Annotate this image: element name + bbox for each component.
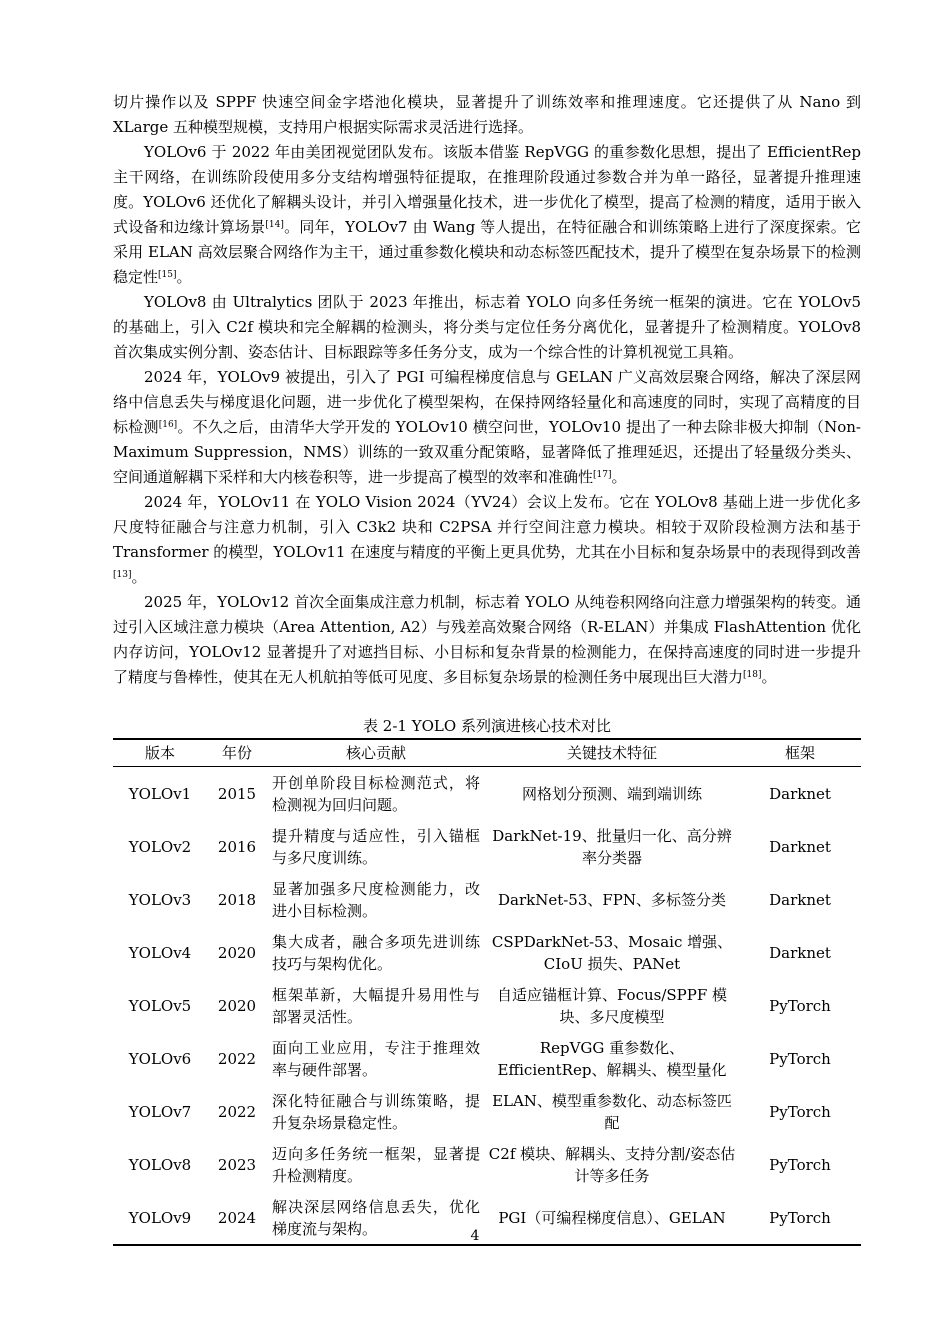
- cell-framework: Darknet: [769, 890, 831, 909]
- cell-version: YOLOv9: [113, 1191, 207, 1245]
- paragraph-1: [113, 90, 861, 140]
- citation-15: [15]: [158, 270, 177, 280]
- cell-version: YOLOv5: [128, 996, 192, 1015]
- header-key-features: 关键技术特征: [485, 739, 739, 767]
- cell-features-text: PGI（可编程梯度信息）、GELAN: [498, 1208, 726, 1227]
- cell-features-text: DarkNet-53、FPN、多标签分类: [497, 890, 727, 909]
- paragraph-1-text: 切片操作以及 SPPF 快速空间金字塔池化模块，显著提升了训练效率和推理速度。它还提供了从 Nano 到 XLarge 五种模型规模，支持用户根据实际需求灵活进行选择。: [113, 93, 861, 136]
- cell-year: 2023: [217, 1155, 257, 1174]
- table-row: [113, 926, 861, 979]
- cell-core-text: 集大成者，融合多项先进训练技巧与架构优化。: [272, 932, 480, 973]
- citation-16: [16]: [158, 420, 178, 430]
- cell-features-text: 自适应锚框计算、Focus/SPPF 模块、多尺度模型: [496, 985, 728, 1026]
- header-year: 年份: [207, 739, 267, 767]
- paragraph-text: YOLOv6 于 2022 年由美团视觉团队发布。该版本借鉴 RepVGG 的重参数化思想，提出了 EfficientRep 主干网络，在训练阶段使用多分支结构增强特征提取，在推理阶段通过参数合并为单一路径，显著提升推理速度。YOLOv6 还优化了解耦头设计，并引入增强量化技术，进一步优化了模型，提高了检测的精度，适用于嵌入式设备和边缘计算场景: [113, 143, 861, 236]
- cell-features-text: CSPDarkNet-53、Mosaic 增强、CIoU 损失、PANet: [491, 932, 733, 973]
- cell-core-text: 迈向多任务统一框架，显著提升检测精度。: [272, 1144, 480, 1185]
- paragraph-text: 。: [131, 568, 147, 586]
- cell-core: [267, 820, 485, 873]
- header-core-contribution: 核心贡献: [267, 739, 485, 767]
- paragraph-yolov8: [113, 290, 861, 365]
- table-row: [113, 1085, 861, 1138]
- citation-13: [13]: [113, 570, 132, 580]
- cell-framework: Darknet: [769, 784, 831, 803]
- paragraph-text: 2025 年，YOLOv12 首次全面集成注意力机制，标志着 YOLO 从纯卷积网络向注意力增强架构的转变。通过引入区域注意力模块（Area Attention, A2）与残差高效聚合网络（R-ELAN）并集成 FlashAttention 优化内存访问，YOLOv12 显著提升了对遮挡目标、小目标和复杂背景的检测能力，在保持高速度的同时进一步提升了精度与鲁棒性，使其在无人机航拍等低可见度、多目标复杂场景的检测任务中展现出巨大潜力: [113, 593, 861, 686]
- table-header-row: [113, 739, 861, 767]
- cell-version: YOLOv7: [128, 1102, 192, 1121]
- paragraph-text: YOLOv8 由 Ultralytics 团队于 2023 年推出，标志着 YOLO 向多任务统一框架的演进。它在 YOLOv5 的基础上，引入 C2f 模块和完全解耦的检测头，将分类与定位任务分离优化，显著提升了检测精度。YOLOv8 首次集成实例分割、姿态估计、目标跟踪等多任务分支，成为一个综合性的计算机视觉工具箱。: [113, 293, 861, 361]
- cell-features: [485, 1032, 739, 1085]
- cell-features-text: DarkNet-19、批量归一化、高分辨率分类器: [492, 826, 732, 867]
- cell-year: 2016: [217, 837, 257, 856]
- table-caption: 表 2-1 YOLO 系列演进核心技术对比: [363, 717, 611, 735]
- cell-core: [267, 979, 485, 1032]
- cell-framework: Darknet: [769, 837, 831, 856]
- table-row: [113, 1138, 861, 1191]
- cell-year: 2018: [217, 890, 257, 909]
- cell-features: [485, 926, 739, 979]
- table-row: [113, 767, 861, 821]
- cell-core-text: 深化特征融合与训练策略，提升复杂场景稳定性。: [272, 1091, 480, 1132]
- cell-features: [485, 873, 739, 926]
- cell-year: 2020: [217, 943, 257, 962]
- cell-version: YOLOv6: [128, 1049, 192, 1068]
- table-row: [113, 1032, 861, 1085]
- cell-features: [485, 979, 739, 1032]
- cell-core: [267, 1138, 485, 1191]
- cell-features: [485, 1138, 739, 1191]
- paragraph-yolov11: [113, 490, 861, 590]
- paragraph-text: 。: [761, 668, 777, 686]
- table-row: [113, 820, 861, 873]
- cell-version: YOLOv2: [128, 837, 192, 856]
- cell-core-text: 解决深层网络信息丢失，优化梯度流与架构。: [272, 1197, 480, 1238]
- cell-features-text: RepVGG 重参数化、EfficientRep、解耦头、模型量化: [497, 1038, 727, 1079]
- cell-core-text: 提升精度与适应性，引入锚框与多尺度训练。: [272, 826, 480, 867]
- header-version: 版本: [113, 739, 207, 767]
- cell-features-text: ELAN、模型重参数化、动态标签匹配: [492, 1091, 732, 1132]
- cell-framework: PyTorch: [769, 1049, 831, 1068]
- paragraph-yolov12: [113, 590, 861, 690]
- paragraph-text: 2024 年，YOLOv9 被提出，引入了 PGI 可编程梯度信息与 GELAN 广义高效层聚合网络，解决了深层网络中信息丢失与梯度退化问题，进一步优化了模型架构，在保持网络轻量化和高速度的同时，实现了高精度的目标检测: [113, 368, 861, 436]
- cell-core: [267, 926, 485, 979]
- paragraph-text: 2024 年，YOLOv11 在 YOLO Vision 2024（YV24）会议上发布。它在 YOLOv8 基础上进一步优化多尺度特征融合与注意力机制，引入 C3k2 块和 C2PSA 并行空间注意力模块。相较于双阶段检测方法和基于 Transformer 的模型，YOLOv11 在速度与精度的平衡上更具优势，尤其在小目标和复杂场景中的表现得到改善: [113, 493, 861, 561]
- cell-core-text: 显著加强多尺度检测能力，改进小目标检测。: [272, 879, 480, 920]
- page-number: 4: [470, 1228, 480, 1244]
- cell-core-text: 开创单阶段目标检测范式，将检测视为回归问题。: [272, 773, 480, 814]
- cell-core: [267, 873, 485, 926]
- cell-version: YOLOv1: [128, 784, 192, 803]
- cell-framework: PyTorch: [769, 1155, 831, 1174]
- table-row: [113, 979, 861, 1032]
- cell-year: 2015: [217, 784, 257, 803]
- cell-framework: PyTorch: [769, 1102, 831, 1121]
- yolo-comparison-table: [113, 738, 861, 1246]
- cell-framework: PyTorch: [769, 996, 831, 1015]
- cell-core-text: 面向工业应用，专注于推理效率与硬件部署。: [272, 1038, 480, 1079]
- cell-features: [485, 1085, 739, 1138]
- paragraph-text: 。同年，YOLOv7 由 Wang 等人提出，在特征融合和训练策略上进行了深度探索。它采用 ELAN 高效层聚合网络作为主干，通过重参数化模块和动态标签匹配技术，提升了模型在复杂场景下的检测稳定性: [113, 218, 861, 286]
- cell-features: [485, 767, 739, 821]
- cell-year: 2022: [217, 1049, 257, 1068]
- cell-core: [267, 1032, 485, 1085]
- cell-version: YOLOv3: [128, 890, 192, 909]
- paragraph-text: 。: [176, 268, 192, 286]
- cell-version: YOLOv8: [128, 1155, 192, 1174]
- paragraph-yolov9-yolov10: [113, 365, 861, 490]
- cell-features-text: 网格划分预测、端到端训练: [521, 784, 702, 803]
- paragraph-yolov6-yolov7: [113, 140, 861, 290]
- cell-version: YOLOv4: [128, 943, 192, 962]
- cell-framework: Darknet: [769, 943, 831, 962]
- citation-14: [14]: [265, 220, 284, 230]
- cell-features-text: C2f 模块、解耦头、支持分割/姿态估计等多任务: [488, 1144, 736, 1185]
- cell-core-text: 框架革新，大幅提升易用性与部署灵活性。: [272, 985, 480, 1026]
- cell-year: 2022: [217, 1102, 257, 1121]
- citation-18: [18]: [743, 670, 762, 680]
- header-framework: 框架: [739, 739, 861, 767]
- cell-core: [267, 1085, 485, 1138]
- cell-framework: PyTorch: [739, 1191, 861, 1245]
- cell-core: [267, 767, 485, 821]
- cell-year: 2024: [207, 1191, 267, 1245]
- paragraph-text: 。不久之后，由清华大学开发的 YOLOv10 横空问世，YOLOv10 提出了一种去除非极大抑制（Non-Maximum Suppression，NMS）训练的一致双重分配策略，显著降低了推理延迟，还提出了轻量级分类头、空间通道解耦下采样和大内核卷积等，进一步提高了模型的效率和准确性: [113, 418, 861, 486]
- cell-features: [485, 820, 739, 873]
- paragraph-text: 。: [611, 468, 627, 486]
- table-row: [113, 873, 861, 926]
- cell-year: 2020: [217, 996, 257, 1015]
- citation-17: [17]: [593, 470, 612, 480]
- body-text: [113, 90, 861, 690]
